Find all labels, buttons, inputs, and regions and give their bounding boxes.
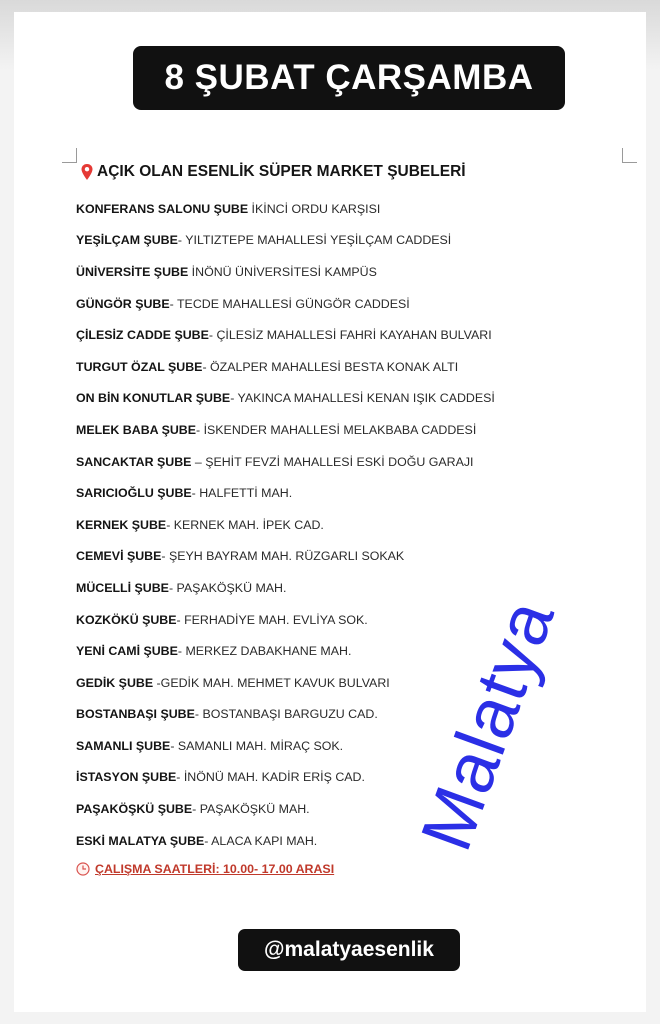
branch-address: – ŞEHİT FEVZİ MAHALLESİ ESKİ DOĞU GARAJI [191,454,474,469]
branch-name: MELEK BABA ŞUBE [76,422,197,437]
branch-row [76,351,576,383]
branch-address: - PAŞAKÖŞKÜ MAH. [192,802,310,817]
branch-address: - PAŞAKÖŞKÜ MAH. [168,580,287,595]
heading-text: AÇIK OLAN ESENLİK SÜPER MARKET ŞUBELERİ [97,163,466,180]
branch-address: - YILTIZTEPE MAHALLESİ YEŞİLÇAM CADDESİ [177,233,452,248]
branch-address: - YAKINCA MAHALLESİ KENAN IŞIK CADDESİ [230,391,495,406]
branch-address: - TECDE MAHALLESİ GÜNGÖR CADDESİ [169,296,410,311]
branch-name: MÜCELLİ ŞUBE [76,580,169,595]
branch-row [76,509,576,541]
branch-address: - ÖZALPER MAHALLESİ BESTA KONAK ALTI [202,359,459,374]
branch-name: KOZKÖKÜ ŞUBE [76,612,177,627]
date-title-badge: 8 ŞUBAT ÇARŞAMBA [133,46,565,110]
branch-address: - SAMANLI MAH. MİRAÇ SOK. [170,738,344,753]
branch-name: GÜNGÖR ŞUBE [76,296,170,311]
branch-row [76,477,576,509]
branch-name: İSTASYON ŞUBE [76,770,177,785]
branch-address: - KERNEK MAH. İPEK CAD. [166,517,324,532]
working-hours [76,858,334,880]
branch-name: ON BİN KONUTLAR ŞUBE [76,391,231,406]
malatya-overlay-text: Malatya [406,589,570,861]
instagram-handle-badge[interactable]: @malatyaesenlik [238,929,460,971]
branch-name: ÜNİVERSİTE ŞUBE [76,264,189,279]
clock-icon [76,862,90,876]
branch-address: - İSKENDER MAHALLESİ MELAKBABA CADDESİ [196,422,477,437]
branch-name: BOSTANBAŞI ŞUBE [76,707,195,722]
branch-name: YEŞİLÇAM ŞUBE [76,233,178,248]
branch-name: PAŞAKÖŞKÜ ŞUBE [76,802,193,817]
branch-address: -GEDİK MAH. MEHMET KAVUK BULVARI [153,675,390,690]
branch-row [76,256,576,288]
branch-row [76,383,576,415]
branch-address: İNÖNÜ ÜNİVERSİTESİ KAMPÜS [188,264,377,279]
branch-address: - MERKEZ DABAKHANE MAH. [177,644,352,659]
corner-mark-right [622,148,637,163]
working-hours-text: ÇALIŞMA SAATLERİ: 10.00- 17.00 ARASI [95,862,335,876]
branch-row [76,825,576,857]
branch-address: İKİNCİ ORDU KARŞISI [248,201,381,216]
branch-name: TURGUT ÖZAL ŞUBE [76,359,203,374]
branch-name: KERNEK ŞUBE [76,517,167,532]
branch-row [76,319,576,351]
branch-address: - FERHADİYE MAH. EVLİYA SOK. [176,612,368,627]
branch-row [76,288,576,320]
branch-name: SAMANLI ŞUBE [76,738,171,753]
pin-icon [80,163,94,181]
branch-row [76,414,576,446]
branch-row [76,193,576,225]
branch-name: GEDİK ŞUBE [76,675,154,690]
branch-address: - ŞEYH BAYRAM MAH. RÜZGARLI SOKAK [161,549,405,564]
open-branches-heading [80,160,466,184]
branch-row [76,446,576,478]
branch-address: - İNÖNÜ MAH. KADİR ERİŞ CAD. [176,770,365,785]
branch-name: SANCAKTAR ŞUBE [76,454,192,469]
corner-mark-left [62,148,77,163]
branch-name: ÇİLESİZ CADDE ŞUBE [76,328,209,343]
branch-row [76,541,576,573]
branch-address: - BOSTANBAŞI BARGUZU CAD. [194,707,378,722]
branch-name: CEMEVİ ŞUBE [76,549,162,564]
branch-name: ESKİ MALATYA ŞUBE [76,833,205,848]
branch-address: - HALFETTİ MAH. [191,486,293,501]
branch-address: - ÇİLESİZ MAHALLESİ FAHRİ KAYAHAN BULVARI [208,328,492,343]
branch-name: SARICIOĞLU ŞUBE [76,486,192,501]
branch-name: YENİ CAMİ ŞUBE [76,644,178,659]
branch-name: KONFERANS SALONU ŞUBE [76,201,249,216]
branch-address: - ALACA KAPI MAH. [204,833,318,848]
branch-row [76,225,576,257]
